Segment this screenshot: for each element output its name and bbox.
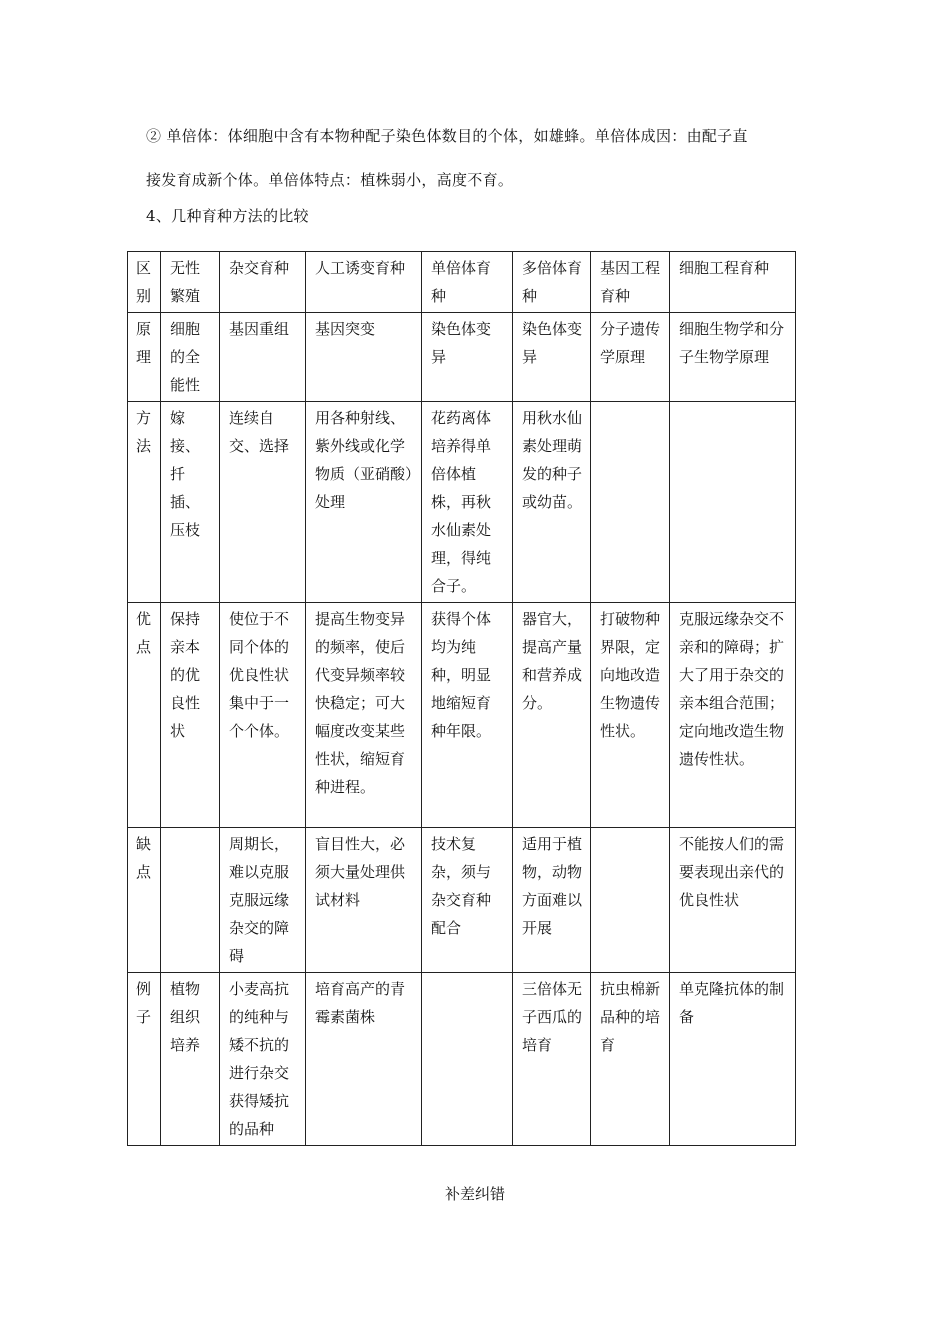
table-cell: 小麦高抗的纯种与矮不抗的进行杂交获得矮抗的品种 [220, 973, 306, 1146]
table-cell: 盲目性大，必须大量处理供试材料 [306, 828, 422, 973]
table-cell: 用秋水仙素处理萌发的种子或幼苗。 [513, 402, 591, 603]
table-cell [591, 402, 670, 603]
table-cell: 技术复杂，须与杂交育种配合 [422, 828, 513, 973]
table-cell: 抗虫棉新品种的培育 [591, 973, 670, 1146]
table-cell: 获得个体均为纯种，明显地缩短育种年限。 [422, 603, 513, 828]
table-cell: 染色体变异 [422, 313, 513, 402]
header-cell: 细胞工程育种 [670, 252, 796, 313]
table-cell: 细胞的全能性 [161, 313, 220, 402]
table-cell: 不能按人们的需要表现出亲代的优良性状 [670, 828, 796, 973]
table-row-method [128, 402, 796, 603]
table-cell [591, 828, 670, 973]
header-cell: 杂交育种 [220, 252, 306, 313]
table-row-principle [128, 313, 796, 402]
table-cell: 花药离体培养得单倍体植株，再秋水仙素处理，得纯合子。 [422, 402, 513, 603]
header-cell: 基因工程育种 [591, 252, 670, 313]
table-cell: 连续自交、选择 [220, 402, 306, 603]
table-cell: 提高生物变异的频率，使后代变异频率较快稳定；可大幅度改变某些性状，缩短育种进程。 [306, 603, 422, 828]
header-cell: 单倍体育种 [422, 252, 513, 313]
table-row-advantage [128, 603, 796, 828]
table-cell: 分子遗传学原理 [591, 313, 670, 402]
row-label: 例子 [128, 973, 161, 1146]
table-cell: 克服远缘杂交不亲和的障碍；扩大了用于杂交的亲本组合范围；定向地改造生物遗传性状。 [670, 603, 796, 828]
table-cell [422, 973, 513, 1146]
table-cell: 植物组织培养 [161, 973, 220, 1146]
footer-heading: 补差纠错 [444, 1185, 505, 1203]
header-cell: 多倍体育种 [513, 252, 591, 313]
table-cell: 周期长，难以克服克服远缘杂交的障碍 [220, 828, 306, 973]
table-cell: 培育高产的青霉素菌株 [306, 973, 422, 1146]
table-cell [670, 402, 796, 603]
section-title: 4、几种育种方法的比较 [146, 207, 309, 225]
table-row-example [128, 973, 796, 1146]
table-cell: 器官大，提高产量和营养成分。 [513, 603, 591, 828]
table-header-row [128, 252, 796, 313]
row-label: 优点 [128, 603, 161, 828]
table-cell: 基因突变 [306, 313, 422, 402]
table-cell: 嫁接、扦插、压枝 [161, 402, 220, 603]
table-cell: 单克隆抗体的制备 [670, 973, 796, 1146]
table-cell: 基因重组 [220, 313, 306, 402]
row-label: 方法 [128, 402, 161, 603]
table-cell: 染色体变异 [513, 313, 591, 402]
row-label: 原理 [128, 313, 161, 402]
table-cell: 用各种射线、紫外线或化学物质（亚硝酸）处理 [306, 402, 422, 603]
header-cell: 人工诱变育种 [306, 252, 422, 313]
table-cell: 使位于不同个体的优良性状集中于一个个体。 [220, 603, 306, 828]
haploid-definition-line-1: ② 单倍体：体细胞中含有本物种配子染色体数目的个体，如雄蜂。单倍体成因：由配子直 [146, 127, 748, 145]
breeding-methods-comparison-table [127, 251, 796, 1146]
table-cell: 打破物种界限，定向地改造生物遗传性状。 [591, 603, 670, 828]
table-cell: 适用于植物，动物方面难以开展 [513, 828, 591, 973]
table-row-disadvantage [128, 828, 796, 973]
table-cell [161, 828, 220, 973]
table-cell: 细胞生物学和分子生物学原理 [670, 313, 796, 402]
header-cell: 区别 [128, 252, 161, 313]
header-cell: 无性繁殖 [161, 252, 220, 313]
table-cell: 三倍体无子西瓜的培育 [513, 973, 591, 1146]
table-cell: 保持亲本的优良性状 [161, 603, 220, 828]
haploid-definition-line-2: 接发育成新个体。单倍体特点：植株弱小，高度不育。 [146, 171, 514, 189]
row-label: 缺点 [128, 828, 161, 973]
